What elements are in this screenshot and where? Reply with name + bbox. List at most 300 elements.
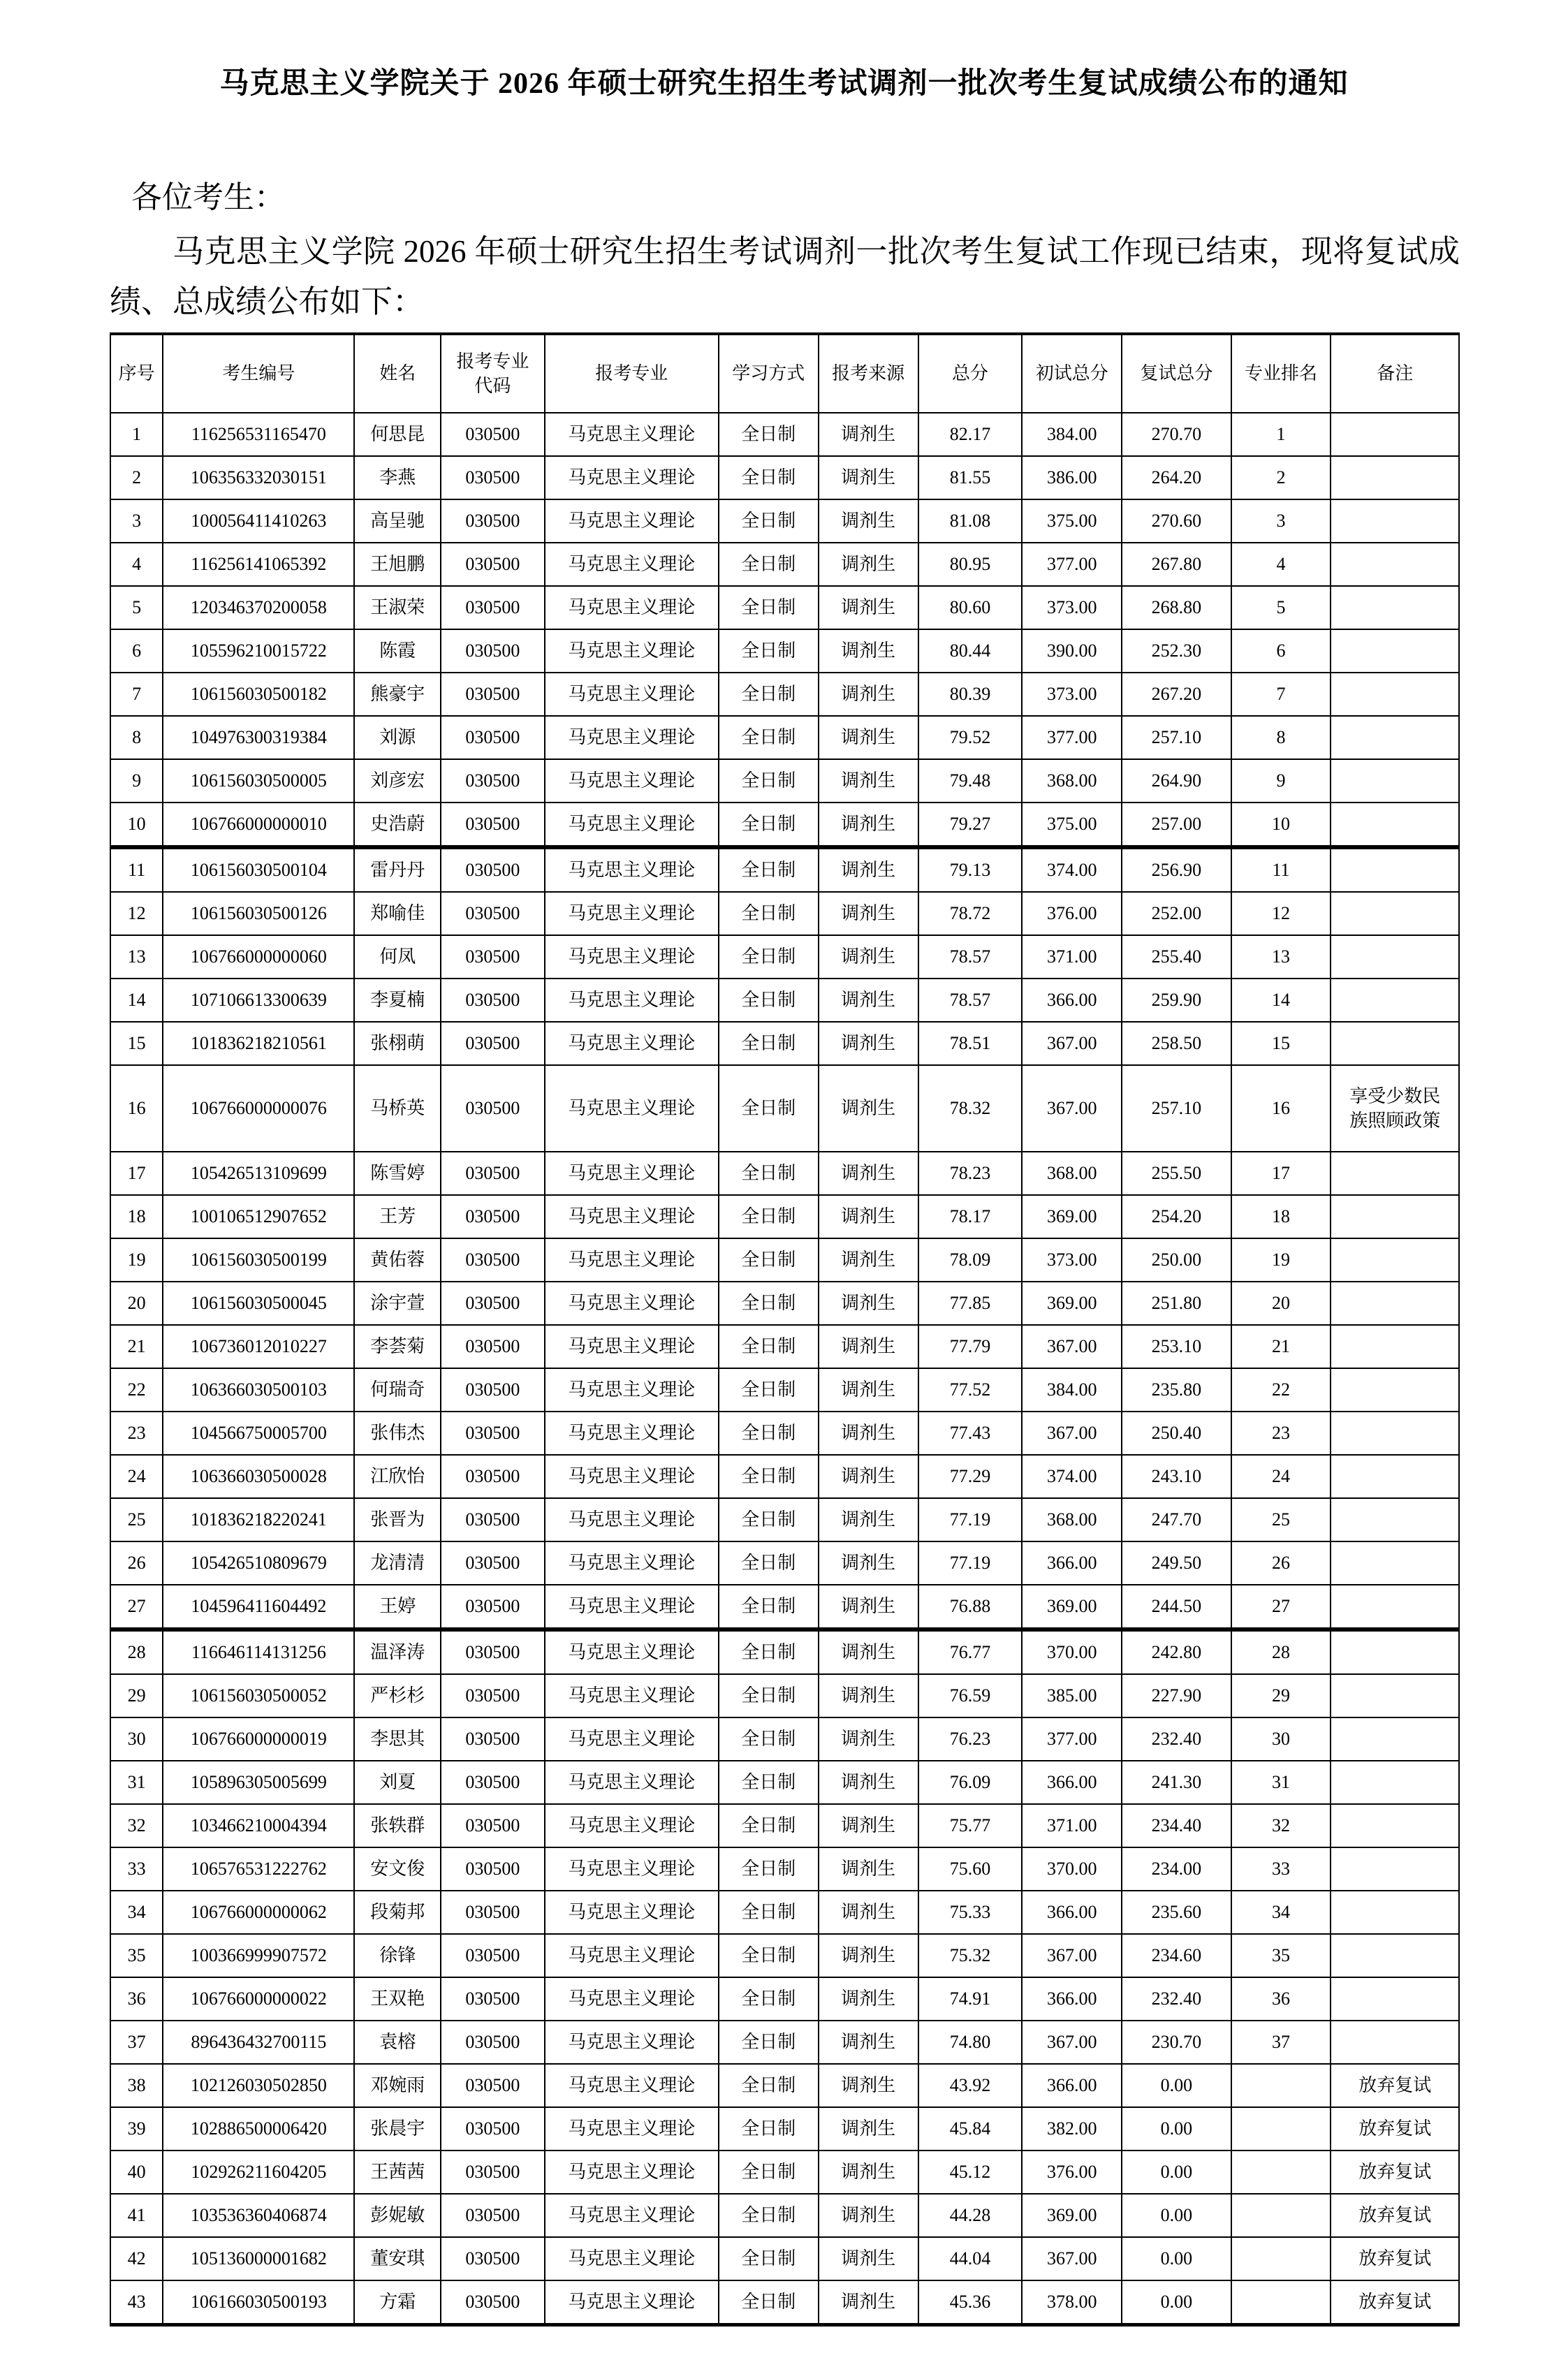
cell-retest-score: 234.00 [1122, 1847, 1231, 1891]
cell-major-code: 030500 [441, 2194, 545, 2237]
cell-major-code: 030500 [441, 1934, 545, 1977]
cell-name: 彭妮敏 [354, 2194, 441, 2237]
cell-major: 马克思主义理论 [545, 2107, 719, 2150]
cell-remark: 放弃复试 [1331, 2237, 1459, 2280]
cell-candidate-id: 100106512907652 [163, 1195, 354, 1238]
cell-major-rank: 9 [1231, 759, 1331, 803]
cell-name: 龙清清 [354, 1541, 441, 1585]
cell-name: 王婷 [354, 1585, 441, 1629]
cell-initial-score: 375.00 [1022, 499, 1122, 543]
cell-source: 调剂生 [819, 1977, 918, 2021]
cell-initial-score: 369.00 [1022, 1195, 1122, 1238]
cell-major: 马克思主义理论 [545, 803, 719, 847]
cell-candidate-id: 101836218210561 [163, 1022, 354, 1065]
cell-source: 调剂生 [819, 1195, 918, 1238]
cell-candidate-id: 106156030500104 [163, 847, 354, 892]
table-header-row [110, 334, 1459, 413]
cell-retest-score: 264.90 [1122, 759, 1231, 803]
table-row [110, 1934, 1459, 1977]
cell-candidate-id: 106156030500182 [163, 673, 354, 716]
cell-name: 李荟菊 [354, 1325, 441, 1368]
cell-major-code: 030500 [441, 1891, 545, 1934]
cell-index: 8 [110, 716, 163, 759]
cell-candidate-id: 104596411604492 [163, 1585, 354, 1629]
cell-remark [1331, 716, 1459, 759]
cell-retest-score: 241.30 [1122, 1761, 1231, 1804]
cell-major-rank: 19 [1231, 1238, 1331, 1282]
cell-major-code: 030500 [441, 803, 545, 847]
cell-name: 张晨宇 [354, 2107, 441, 2150]
header-major-rank: 专业排名 [1231, 334, 1331, 413]
cell-name: 郑喻佳 [354, 892, 441, 935]
cell-index: 13 [110, 935, 163, 979]
cell-index: 19 [110, 1238, 163, 1282]
cell-name: 温泽涛 [354, 1629, 441, 1674]
cell-major: 马克思主义理论 [545, 1541, 719, 1585]
cell-retest-score: 264.20 [1122, 456, 1231, 499]
cell-retest-score: 0.00 [1122, 2064, 1231, 2107]
cell-major: 马克思主义理论 [545, 1022, 719, 1065]
cell-total-score: 75.60 [918, 1847, 1023, 1891]
cell-major-code: 030500 [441, 1455, 545, 1498]
cell-name: 何凤 [354, 935, 441, 979]
cell-remark [1331, 1761, 1459, 1804]
table-row [110, 1152, 1459, 1195]
cell-major-code: 030500 [441, 1022, 545, 1065]
cell-retest-score: 232.40 [1122, 1977, 1231, 2021]
cell-candidate-id: 100366999907572 [163, 1934, 354, 1977]
cell-total-score: 74.91 [918, 1977, 1023, 2021]
cell-major-code: 030500 [441, 1152, 545, 1195]
cell-index: 3 [110, 499, 163, 543]
cell-major-code: 030500 [441, 1977, 545, 2021]
cell-study-mode: 全日制 [719, 1674, 819, 1717]
cell-candidate-id: 102886500006420 [163, 2107, 354, 2150]
table-row [110, 803, 1459, 847]
table-row [110, 1022, 1459, 1065]
cell-total-score: 81.55 [918, 456, 1023, 499]
cell-major: 马克思主义理论 [545, 2194, 719, 2237]
cell-major: 马克思主义理论 [545, 1065, 719, 1152]
cell-study-mode: 全日制 [719, 1412, 819, 1455]
header-major-code: 报考专业代码 [441, 334, 545, 413]
cell-source: 调剂生 [819, 1934, 918, 1977]
cell-index: 33 [110, 1847, 163, 1891]
cell-remark [1331, 1455, 1459, 1498]
cell-study-mode: 全日制 [719, 1761, 819, 1804]
cell-major: 马克思主义理论 [545, 1804, 719, 1847]
cell-index: 38 [110, 2064, 163, 2107]
cell-major-code: 030500 [441, 759, 545, 803]
cell-total-score: 77.52 [918, 1368, 1023, 1412]
table-row [110, 759, 1459, 803]
cell-candidate-id: 106156030500052 [163, 1674, 354, 1717]
cell-index: 16 [110, 1065, 163, 1152]
cell-name: 王淑荣 [354, 586, 441, 629]
cell-major-rank: 26 [1231, 1541, 1331, 1585]
cell-initial-score: 373.00 [1022, 673, 1122, 716]
cell-total-score: 78.57 [918, 979, 1023, 1022]
cell-remark [1331, 979, 1459, 1022]
table-row [110, 499, 1459, 543]
results-table-body [110, 413, 1459, 2325]
cell-initial-score: 366.00 [1022, 979, 1122, 1022]
cell-major-code: 030500 [441, 979, 545, 1022]
cell-remark [1331, 892, 1459, 935]
cell-study-mode: 全日制 [719, 935, 819, 979]
cell-total-score: 76.09 [918, 1761, 1023, 1804]
cell-major: 马克思主义理论 [545, 1238, 719, 1282]
cell-initial-score: 370.00 [1022, 1847, 1122, 1891]
cell-retest-score: 253.10 [1122, 1325, 1231, 1368]
cell-total-score: 79.27 [918, 803, 1023, 847]
cell-major-code: 030500 [441, 499, 545, 543]
table-row [110, 1412, 1459, 1455]
cell-index: 6 [110, 629, 163, 673]
cell-major-rank [1231, 2150, 1331, 2194]
cell-major: 马克思主义理论 [545, 935, 719, 979]
cell-study-mode: 全日制 [719, 1541, 819, 1585]
cell-retest-score: 256.90 [1122, 847, 1231, 892]
cell-source: 调剂生 [819, 979, 918, 1022]
cell-remark [1331, 1325, 1459, 1368]
cell-major-rank [1231, 2280, 1331, 2325]
cell-source: 调剂生 [819, 1325, 918, 1368]
cell-initial-score: 369.00 [1022, 1282, 1122, 1325]
cell-name: 董安琪 [354, 2237, 441, 2280]
cell-name: 安文俊 [354, 1847, 441, 1891]
cell-major-rank: 4 [1231, 543, 1331, 586]
cell-candidate-id: 896436432700115 [163, 2021, 354, 2064]
table-row [110, 456, 1459, 499]
table-row [110, 2237, 1459, 2280]
cell-name: 袁榕 [354, 2021, 441, 2064]
cell-initial-score: 366.00 [1022, 1891, 1122, 1934]
cell-index: 36 [110, 1977, 163, 2021]
cell-index: 1 [110, 413, 163, 456]
cell-retest-score: 252.00 [1122, 892, 1231, 935]
cell-total-score: 78.57 [918, 935, 1023, 979]
cell-major: 马克思主义理论 [545, 1761, 719, 1804]
cell-study-mode: 全日制 [719, 2280, 819, 2325]
cell-total-score: 77.29 [918, 1455, 1023, 1498]
cell-major-rank [1231, 2064, 1331, 2107]
cell-source: 调剂生 [819, 2194, 918, 2237]
cell-index: 17 [110, 1152, 163, 1195]
cell-source: 调剂生 [819, 1238, 918, 1282]
table-row [110, 1498, 1459, 1541]
cell-candidate-id: 106166030500193 [163, 2280, 354, 2325]
cell-total-score: 76.77 [918, 1629, 1023, 1674]
table-row [110, 1847, 1459, 1891]
cell-major: 马克思主义理论 [545, 1891, 719, 1934]
cell-major-rank: 17 [1231, 1152, 1331, 1195]
table-row [110, 1585, 1459, 1629]
cell-total-score: 80.95 [918, 543, 1023, 586]
cell-major-rank: 3 [1231, 499, 1331, 543]
cell-study-mode: 全日制 [719, 979, 819, 1022]
cell-major-code: 030500 [441, 716, 545, 759]
cell-study-mode: 全日制 [719, 1891, 819, 1934]
cell-remark [1331, 1238, 1459, 1282]
cell-major: 马克思主义理论 [545, 1412, 719, 1455]
cell-retest-score: 234.40 [1122, 1804, 1231, 1847]
cell-study-mode: 全日制 [719, 2107, 819, 2150]
cell-index: 23 [110, 1412, 163, 1455]
cell-major-rank: 23 [1231, 1412, 1331, 1455]
cell-name: 王旭鹏 [354, 543, 441, 586]
table-row [110, 2064, 1459, 2107]
cell-major-code: 030500 [441, 586, 545, 629]
table-row [110, 847, 1459, 892]
cell-major: 马克思主义理论 [545, 586, 719, 629]
cell-study-mode: 全日制 [719, 2237, 819, 2280]
cell-study-mode: 全日制 [719, 456, 819, 499]
cell-source: 调剂生 [819, 1498, 918, 1541]
cell-candidate-id: 106766000000022 [163, 1977, 354, 2021]
cell-retest-score: 270.60 [1122, 499, 1231, 543]
cell-major: 马克思主义理论 [545, 759, 719, 803]
table-row [110, 1629, 1459, 1674]
cell-source: 调剂生 [819, 1282, 918, 1325]
cell-candidate-id: 102926211604205 [163, 2150, 354, 2194]
cell-remark [1331, 1585, 1459, 1629]
cell-total-score: 78.51 [918, 1022, 1023, 1065]
cell-name: 史浩蔚 [354, 803, 441, 847]
cell-remark [1331, 2021, 1459, 2064]
cell-initial-score: 367.00 [1022, 1325, 1122, 1368]
cell-index: 35 [110, 1934, 163, 1977]
cell-total-score: 82.17 [918, 413, 1023, 456]
cell-total-score: 45.84 [918, 2107, 1023, 2150]
cell-total-score: 76.88 [918, 1585, 1023, 1629]
cell-total-score: 77.43 [918, 1412, 1023, 1455]
cell-major: 马克思主义理论 [545, 1368, 719, 1412]
cell-index: 41 [110, 2194, 163, 2237]
header-source: 报考来源 [819, 334, 918, 413]
cell-initial-score: 366.00 [1022, 1541, 1122, 1585]
cell-major-code: 030500 [441, 1541, 545, 1585]
cell-retest-score: 251.80 [1122, 1282, 1231, 1325]
table-row [110, 716, 1459, 759]
cell-name: 何瑞奇 [354, 1368, 441, 1412]
cell-index: 43 [110, 2280, 163, 2325]
cell-major-rank: 29 [1231, 1674, 1331, 1717]
cell-index: 42 [110, 2237, 163, 2280]
cell-total-score: 75.33 [918, 1891, 1023, 1934]
cell-candidate-id: 106356332030151 [163, 456, 354, 499]
cell-initial-score: 377.00 [1022, 1717, 1122, 1761]
cell-major-rank: 10 [1231, 803, 1331, 847]
cell-candidate-id: 116256141065392 [163, 543, 354, 586]
cell-candidate-id: 106766000000076 [163, 1065, 354, 1152]
cell-index: 28 [110, 1629, 163, 1674]
cell-major-rank: 24 [1231, 1455, 1331, 1498]
cell-index: 30 [110, 1717, 163, 1761]
cell-retest-score: 0.00 [1122, 2107, 1231, 2150]
cell-candidate-id: 120346370200058 [163, 586, 354, 629]
cell-major-rank: 5 [1231, 586, 1331, 629]
results-table [110, 332, 1460, 2327]
cell-major-rank: 31 [1231, 1761, 1331, 1804]
cell-study-mode: 全日制 [719, 499, 819, 543]
cell-candidate-id: 105896305005699 [163, 1761, 354, 1804]
cell-total-score: 77.85 [918, 1282, 1023, 1325]
cell-source: 调剂生 [819, 2150, 918, 2194]
cell-source: 调剂生 [819, 716, 918, 759]
cell-major: 马克思主义理论 [545, 413, 719, 456]
cell-index: 2 [110, 456, 163, 499]
table-row [110, 1455, 1459, 1498]
cell-initial-score: 374.00 [1022, 1455, 1122, 1498]
cell-major-rank: 32 [1231, 1804, 1331, 1847]
cell-major-code: 030500 [441, 2237, 545, 2280]
cell-initial-score: 384.00 [1022, 1368, 1122, 1412]
cell-study-mode: 全日制 [719, 1065, 819, 1152]
cell-remark [1331, 1498, 1459, 1541]
cell-major-code: 030500 [441, 1717, 545, 1761]
cell-remark [1331, 1804, 1459, 1847]
cell-retest-score: 252.30 [1122, 629, 1231, 673]
cell-remark [1331, 1022, 1459, 1065]
cell-remark [1331, 1282, 1459, 1325]
cell-major-rank: 37 [1231, 2021, 1331, 2064]
cell-candidate-id: 116256531165470 [163, 413, 354, 456]
cell-major-code: 030500 [441, 1761, 545, 1804]
cell-initial-score: 371.00 [1022, 1804, 1122, 1847]
cell-major-rank: 2 [1231, 456, 1331, 499]
cell-study-mode: 全日制 [719, 2064, 819, 2107]
cell-retest-score: 257.00 [1122, 803, 1231, 847]
cell-source: 调剂生 [819, 1541, 918, 1585]
table-row [110, 1238, 1459, 1282]
table-row [110, 1674, 1459, 1717]
cell-remark [1331, 629, 1459, 673]
cell-initial-score: 374.00 [1022, 847, 1122, 892]
cell-name: 刘源 [354, 716, 441, 759]
cell-major: 马克思主义理论 [545, 1585, 719, 1629]
cell-name: 熊豪宇 [354, 673, 441, 716]
cell-study-mode: 全日制 [719, 1368, 819, 1412]
cell-major: 马克思主义理论 [545, 2237, 719, 2280]
cell-major: 马克思主义理论 [545, 2021, 719, 2064]
cell-total-score: 78.72 [918, 892, 1023, 935]
cell-retest-score: 257.10 [1122, 716, 1231, 759]
cell-initial-score: 368.00 [1022, 1498, 1122, 1541]
table-row [110, 1977, 1459, 2021]
cell-total-score: 44.04 [918, 2237, 1023, 2280]
cell-initial-score: 367.00 [1022, 2021, 1122, 2064]
cell-source: 调剂生 [819, 1761, 918, 1804]
table-row [110, 1717, 1459, 1761]
cell-initial-score: 373.00 [1022, 586, 1122, 629]
cell-major-rank: 8 [1231, 716, 1331, 759]
cell-index: 34 [110, 1891, 163, 1934]
cell-study-mode: 全日制 [719, 1152, 819, 1195]
cell-major-rank: 25 [1231, 1498, 1331, 1541]
cell-study-mode: 全日制 [719, 1498, 819, 1541]
cell-retest-score: 258.50 [1122, 1022, 1231, 1065]
cell-index: 10 [110, 803, 163, 847]
cell-name: 刘彦宏 [354, 759, 441, 803]
cell-major-rank: 27 [1231, 1585, 1331, 1629]
cell-major-code: 030500 [441, 1585, 545, 1629]
cell-source: 调剂生 [819, 1629, 918, 1674]
cell-remark [1331, 803, 1459, 847]
cell-retest-score: 257.10 [1122, 1065, 1231, 1152]
cell-major-rank: 14 [1231, 979, 1331, 1022]
cell-source: 调剂生 [819, 847, 918, 892]
cell-source: 调剂生 [819, 1804, 918, 1847]
table-row [110, 673, 1459, 716]
cell-initial-score: 368.00 [1022, 1152, 1122, 1195]
table-row [110, 1195, 1459, 1238]
cell-major: 马克思主义理论 [545, 1325, 719, 1368]
table-row [110, 543, 1459, 586]
cell-major-rank: 11 [1231, 847, 1331, 892]
cell-major: 马克思主义理论 [545, 716, 719, 759]
cell-candidate-id: 105426513109699 [163, 1152, 354, 1195]
cell-remark [1331, 1891, 1459, 1934]
cell-study-mode: 全日制 [719, 759, 819, 803]
cell-major-code: 030500 [441, 1368, 545, 1412]
cell-candidate-id: 106366030500028 [163, 1455, 354, 1498]
header-initial-score: 初试总分 [1022, 334, 1122, 413]
cell-index: 18 [110, 1195, 163, 1238]
cell-candidate-id: 106366030500103 [163, 1368, 354, 1412]
cell-initial-score: 367.00 [1022, 1412, 1122, 1455]
cell-retest-score: 268.80 [1122, 586, 1231, 629]
cell-major: 马克思主义理论 [545, 2064, 719, 2107]
cell-candidate-id: 103536360406874 [163, 2194, 354, 2237]
cell-total-score: 80.60 [918, 586, 1023, 629]
cell-total-score: 78.09 [918, 1238, 1023, 1282]
cell-initial-score: 377.00 [1022, 543, 1122, 586]
cell-total-score: 44.28 [918, 2194, 1023, 2237]
header-candidate-id: 考生编号 [163, 334, 354, 413]
cell-major-code: 030500 [441, 1282, 545, 1325]
cell-candidate-id: 100056411410263 [163, 499, 354, 543]
cell-source: 调剂生 [819, 2237, 918, 2280]
cell-initial-score: 366.00 [1022, 2064, 1122, 2107]
cell-initial-score: 368.00 [1022, 759, 1122, 803]
cell-remark [1331, 1847, 1459, 1891]
cell-study-mode: 全日制 [719, 716, 819, 759]
cell-source: 调剂生 [819, 1891, 918, 1934]
intro-paragraph: 马克思主义学院 2026 年硕士研究生招生考试调剂一批次考生复试工作现已结束，现将复试成绩、总成绩公布如下： [110, 234, 1460, 319]
cell-initial-score: 378.00 [1022, 2280, 1122, 2325]
cell-source: 调剂生 [819, 1585, 918, 1629]
cell-name: 王双艳 [354, 1977, 441, 2021]
cell-study-mode: 全日制 [719, 1195, 819, 1238]
cell-study-mode: 全日制 [719, 413, 819, 456]
cell-source: 调剂生 [819, 1368, 918, 1412]
header-remark: 备注 [1331, 334, 1459, 413]
cell-source: 调剂生 [819, 543, 918, 586]
header-total-score: 总分 [918, 334, 1023, 413]
cell-remark: 放弃复试 [1331, 2194, 1459, 2237]
cell-major-rank [1231, 2237, 1331, 2280]
cell-index: 9 [110, 759, 163, 803]
cell-major: 马克思主义理论 [545, 1847, 719, 1891]
cell-retest-score: 242.80 [1122, 1629, 1231, 1674]
cell-major: 马克思主义理论 [545, 499, 719, 543]
cell-initial-score: 376.00 [1022, 892, 1122, 935]
cell-major-code: 030500 [441, 847, 545, 892]
cell-index: 5 [110, 586, 163, 629]
cell-major: 马克思主义理论 [545, 892, 719, 935]
cell-study-mode: 全日制 [719, 1585, 819, 1629]
